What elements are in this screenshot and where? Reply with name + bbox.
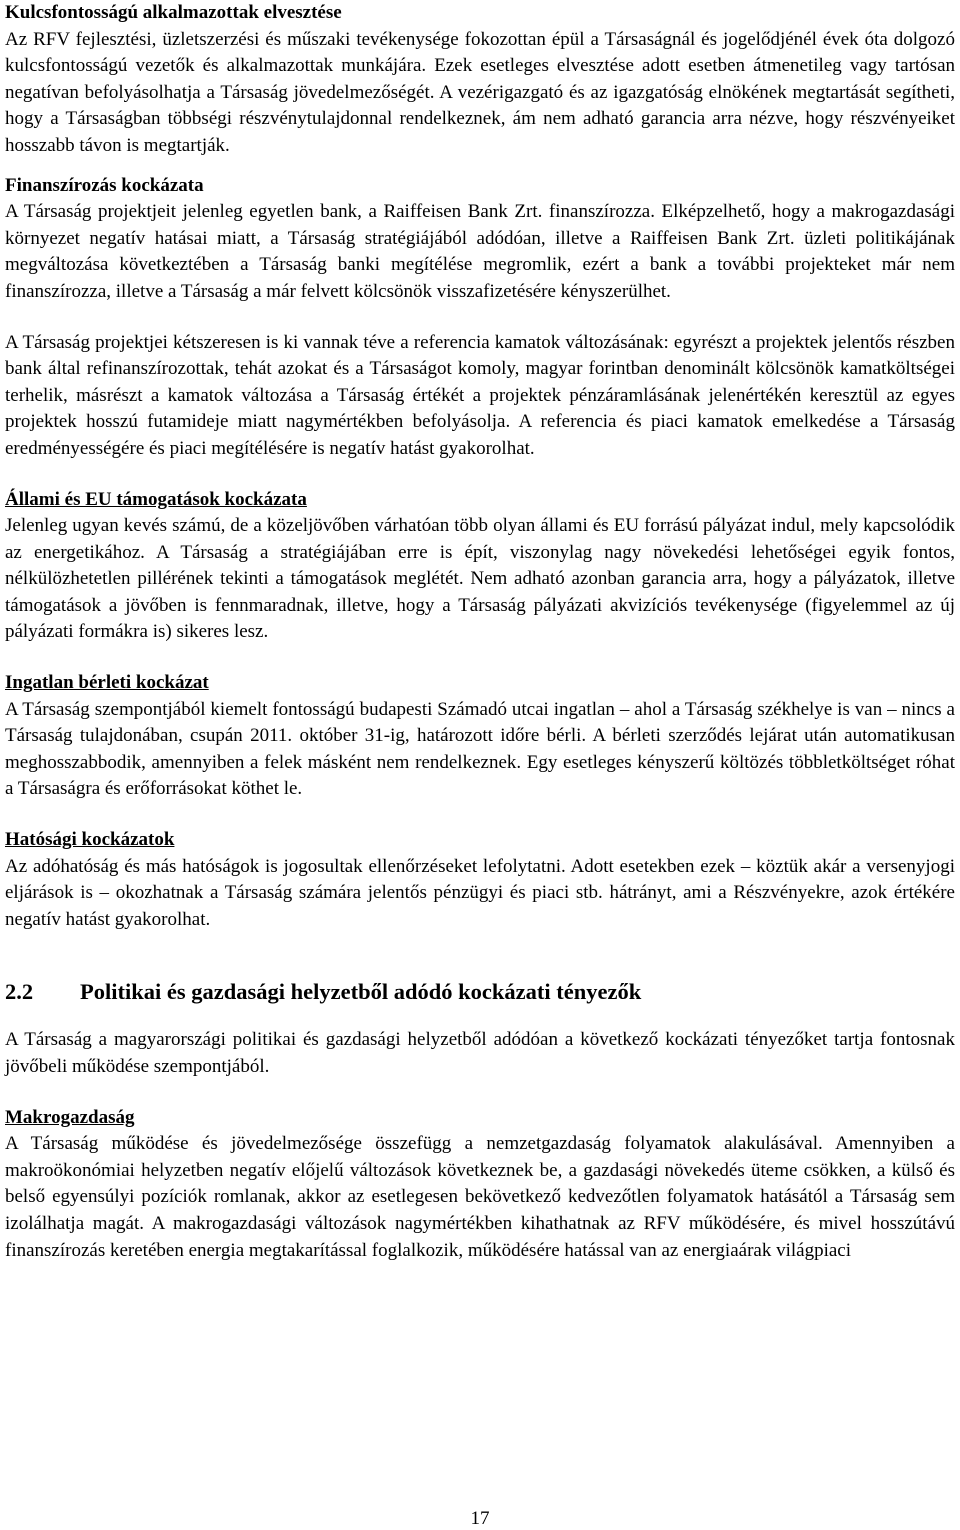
- section-heading-key-staff: Kulcsfontosságú alkalmazottak elvesztése: [5, 2, 342, 23]
- section-heading-lease: Ingatlan bérleti kockázat: [5, 672, 209, 694]
- page-number: 17: [470, 1508, 490, 1529]
- document-page: [5, 0, 955, 1264]
- section-heading-authority: Hatósági kockázatok: [5, 829, 175, 851]
- paragraph-political: A Társaság a magyarországi politikai és gazdasági helyzetből adódóan a következő kockázati tényezőket tartja fontosnak jövőbeli működése szempontjából.: [5, 1029, 955, 1077]
- section-heading-financing: Finanszírozás kockázata: [5, 174, 204, 196]
- paragraph-subsidies: Jelenleg ugyan kevés számú, de a közeljövőben várhatóan több olyan állami és EU forrású pályázat indul, mely kapcsolódik az energetikához. A Társaság a stratégiájában erre is épít, viszonylag nagy növekedési lehetőségei egyik fontos, nélkülözhetetlen pillérének tekinti a támogatások meglétét. Nem adható azonban garancia arra, hogy a pályázatok, illetve támogatások a jövőben is fennmaradnak, illetve, hogy a Társaság pályázati akvizíciós tevékenysége (figyelemmel az új pályázati formákra is) sikeres lesz.: [5, 515, 955, 643]
- chapter-title: Politikai és gazdasági helyzetből adódó kockázati tényezők: [80, 979, 642, 1005]
- paragraph-financing: A Társaság projektjeit jelenleg egyetlen bank, a Raiffeisen Bank Zrt. finanszírozza. Elképzelhető, hogy a makrogazdasági környezet negatív hatásai miatt, a Társaság stratégiájából adódóan, illetve a Raiffeisen Bank Zrt. üzleti politikájának megváltozása következtében a Társaság banki megítélése megromlik, ezért a bank a további projekteket már nem finanszírozza, illetve a Társaság a már felvett kölcsönök visszafizetésére kényszerülhet.: [5, 201, 955, 302]
- section-heading-subsidies: Állami és EU támogatások kockázata: [5, 488, 307, 510]
- paragraph-authority: Az adóhatóság és más hatóságok is jogosultak ellenőrzéseket lefolytatni. Adott esetekben ezek – köztük akár a versenyjogi eljárások is – okozhatnak a Társaság számára jelentős pénzügyi és piaci stb. hátrányt, ami a Részvényekre, azok értékére negatív hatást gyakorolhat.: [5, 855, 955, 930]
- paragraph-interest-rates: A Társaság projektjei kétszeresen is ki vannak téve a referencia kamatok változásának: egyrészt a projektek jelentős részben bank által refinanszírozottak, tehát azokat és a Társaságot komoly, magyar forintban denominált kölcsönök kamatköltségei terhelik, másrészt a kamatok változása a Társaság értékét a projektek pénzáramlásának jelenértékén keresztül az egyes projektek hosszú futamideje miatt nagymértékben befolyásolja. A referencia és piaci kamatok emelkedése a Társaság eredményességére és piaci megítélésére is negatív hatást gyakorolhat.: [5, 331, 955, 459]
- chapter-number: 2.2: [5, 979, 34, 1005]
- paragraph-lease: A Társaság szempontjából kiemelt fontosságú budapesti Számadó utcai ingatlan – ahol a Társaság székhelye is van – nincs a Társaság tulajdonában, csupán 2011. október 31-ig, határozott időre bérli. A bérleti szerződés lejárat után automatikusan meghosszabbodik, amennyiben a felek másként nem rendelkeznek. Egy esetleges kényszerű költözés többletköltséget róhat a Társaságra és erőforrásokat köthet le.: [5, 698, 955, 800]
- paragraph-macro: A Társaság működése és jövedelmezősége összefügg a nemzetgazdaság folyamatok alakulásával. Amennyiben a makroökonómiai helyzetben negatív előjelű változások következnek be, a gazdasági növekedés üteme csökken, a külső és belső egyensúlyi pozíciók romlanak, akkor az esetlegesen bekövetkező kedvezőtlen folyamatok hatásától a Társaság sem izolálhatja magát. A makrogazdasági változások nagymértékben kihathatnak az RFV működésére, és mivel hosszútávú finanszírozás keretében energia megtakarítással foglalkozik, működésére hatással van az energiaárak világpiaci: [5, 1133, 955, 1261]
- paragraph-key-staff: Az RFV fejlesztési, üzletszerzési és műszaki tevékenysége fokozottan épül a Társaságnál és jogelődjénél évek óta dolgozó kulcsfontosságú vezetők és alkalmazottak munkájára. Ezek esetleges elvesztése adott esetben átmenetileg vagy tartósan negatívan befolyásolhatja a Társaság jövedelmezőségét. A vezérigazgató és az igazgatóság elnökének megtartását segítheti, hogy a Társaságban többségi részvénytulajdonnal rendelkeznek, ám nem adható garancia arra nézve, hogy részvényeiket hosszabb távon is megtartják.: [5, 28, 955, 156]
- section-heading-macro: Makrogazdaság: [5, 1106, 135, 1128]
- chapter-heading: [5, 977, 955, 1007]
